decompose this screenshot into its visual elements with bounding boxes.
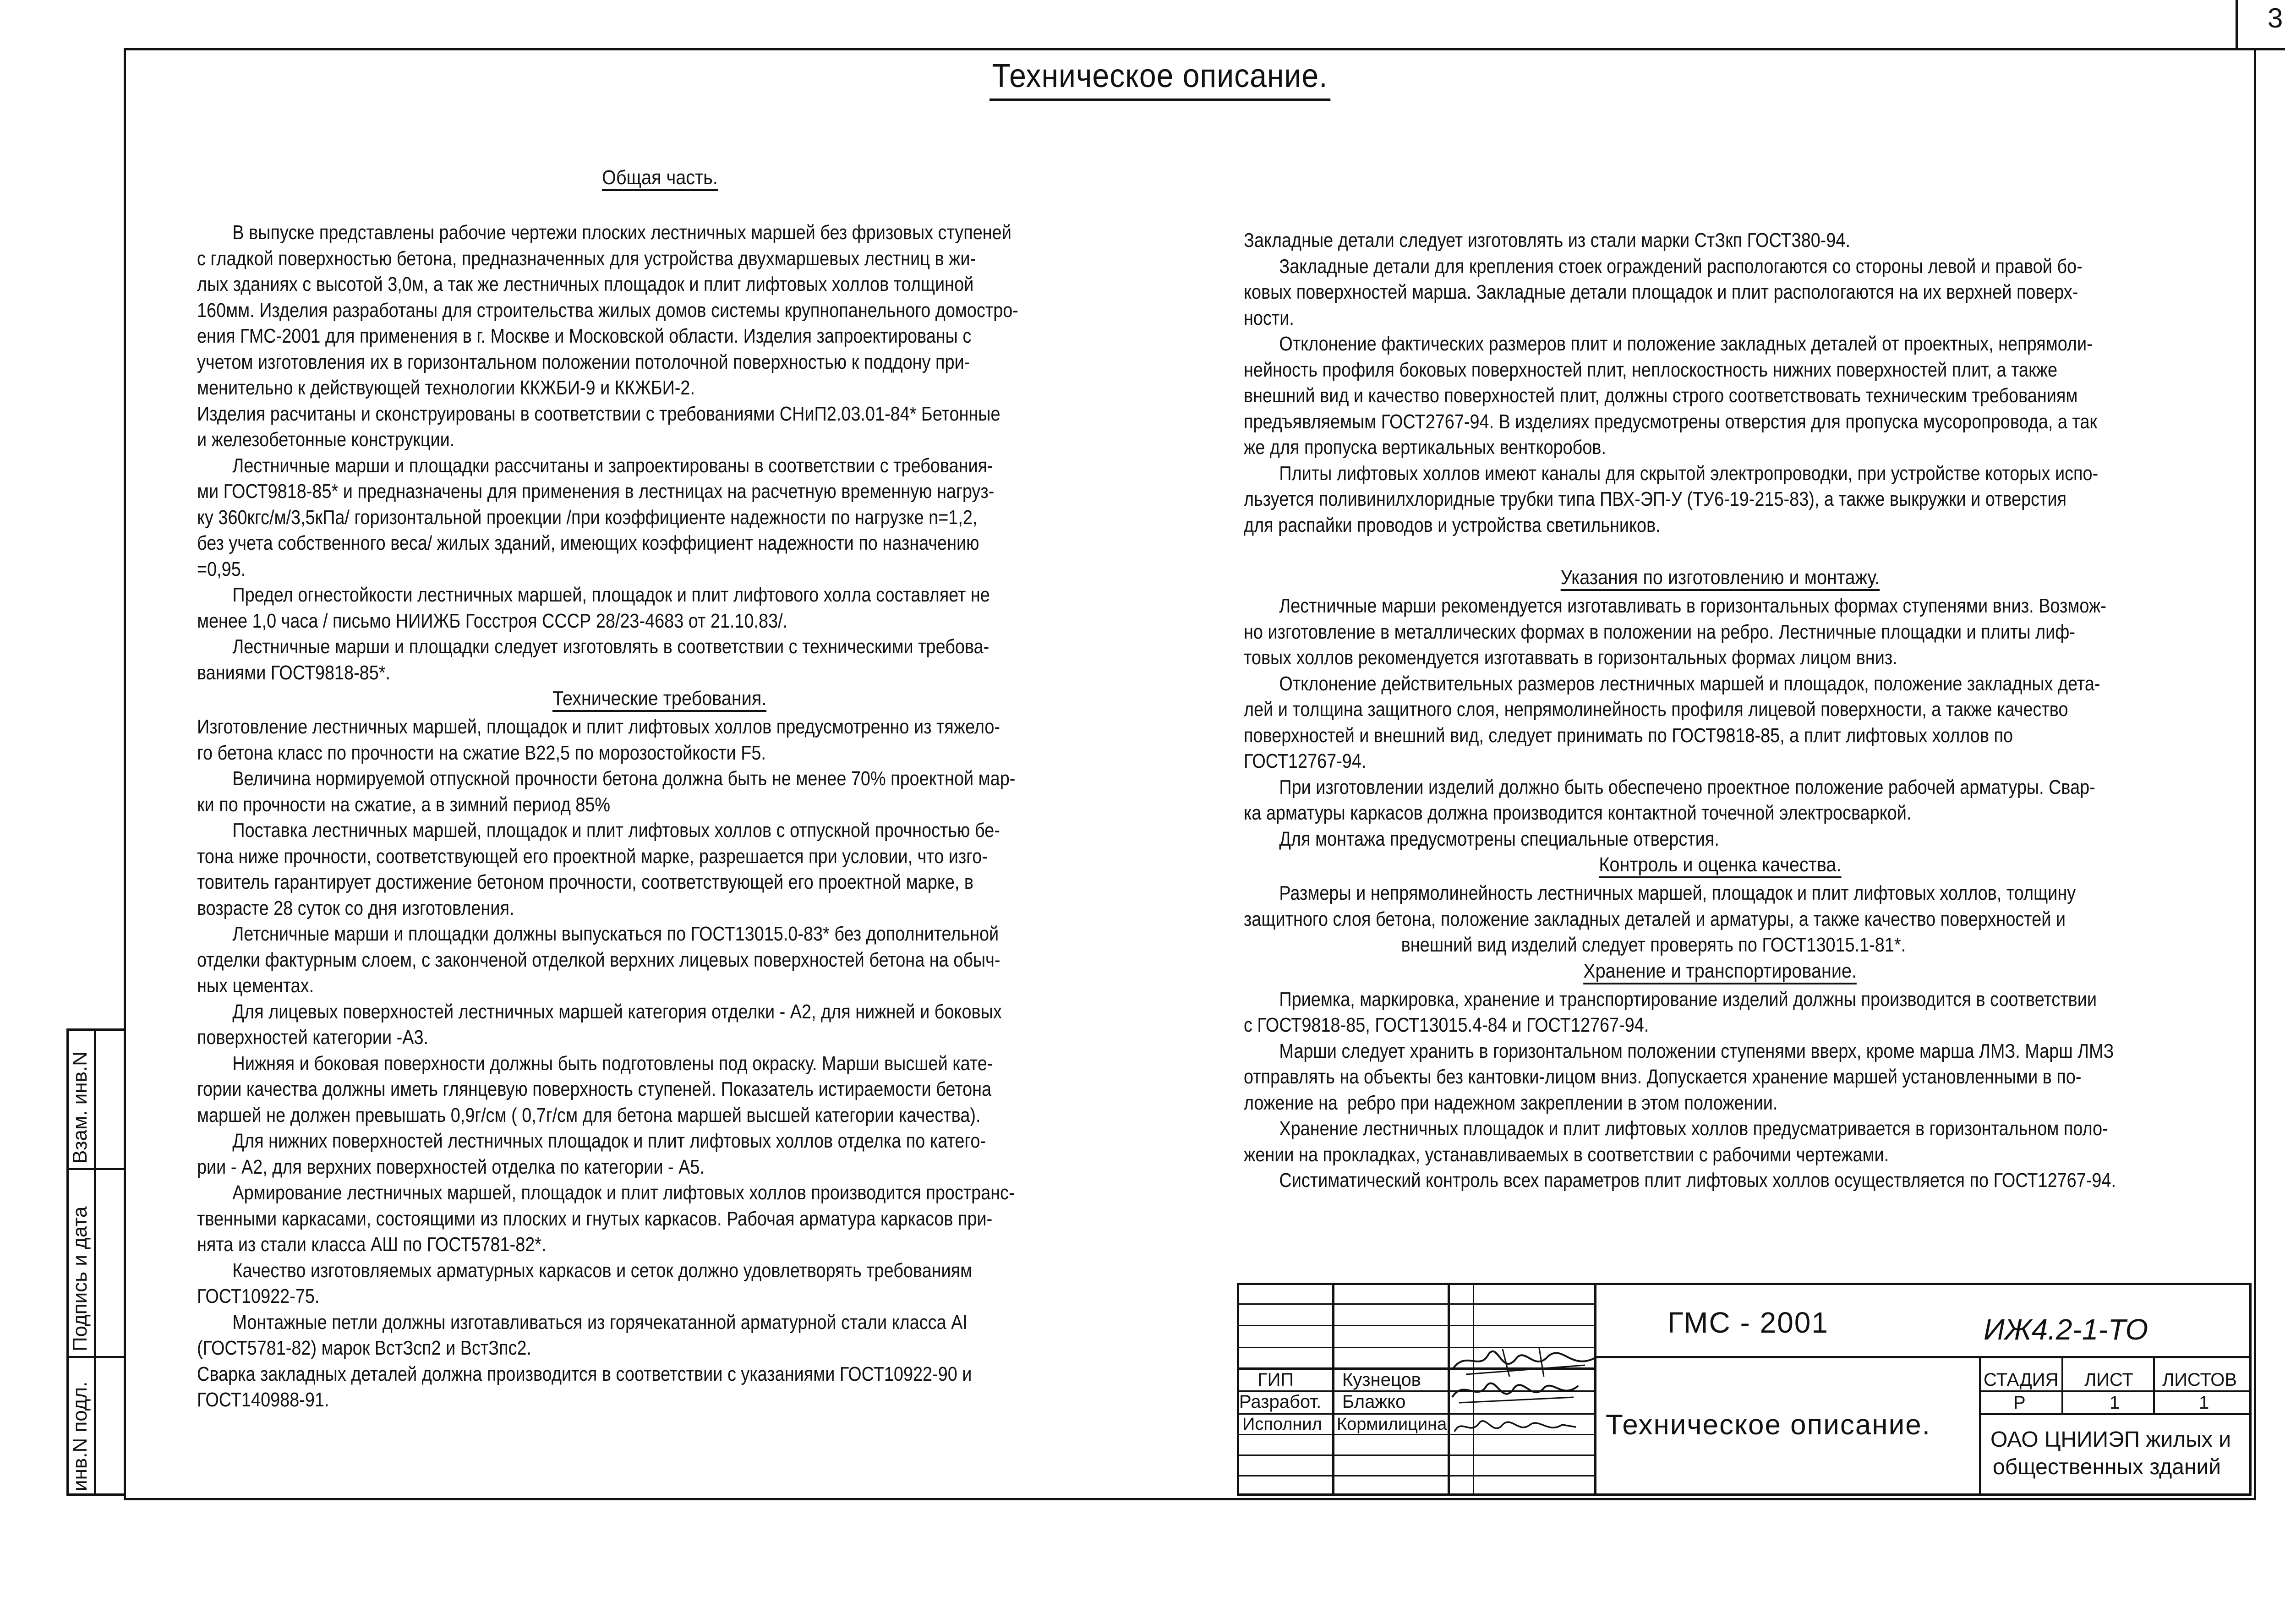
document-title: Техническое описание. bbox=[989, 57, 1330, 101]
text-line: Лестничные марши и площадки рассчитаны и запроектированы в соответствии с требования- bbox=[232, 454, 993, 477]
section-heading bbox=[197, 686, 1122, 714]
text-line: ка арматуры каркасов должна производится контактной точечной электросваркой. bbox=[1244, 802, 1912, 824]
signer-role-developer: Разработ. bbox=[1239, 1392, 1322, 1412]
stage-value: Р bbox=[2013, 1393, 2026, 1413]
signer-name-executor: Кормилицина bbox=[1337, 1415, 1447, 1434]
text-line: 160мм. Изделия разработаны для строительства жилых домов системы крупнопанельного домостро- bbox=[197, 299, 1018, 322]
section-heading-text: Хранение и транспортирование. bbox=[1584, 960, 1857, 984]
text-line: ных цементах. bbox=[197, 974, 314, 997]
project-name: ГМС - 2001 bbox=[1667, 1306, 1829, 1339]
text-line: В выпуске представлены рабочие чертежи плоских лестничных маршей без фризовых ступеней bbox=[232, 221, 1011, 244]
text-line: ку 360кгс/м/3,5кПа/ горизонтальной проекции /при коэффициенте надежности по нагрузке n=1,2, bbox=[197, 506, 978, 529]
text-line: го бетона класс по прочности на сжатие В22,5 по морозостойкости F5. bbox=[197, 741, 766, 764]
signer-name-developer: Блажко bbox=[1342, 1392, 1406, 1412]
text-line: Отклонение фактических размеров плит и положение закладных деталей от проектных, непрямоли- bbox=[1279, 333, 2093, 355]
text-line: внешний вид и качество поверхностей плит, должны строго соответствовать техническим требованиям bbox=[1244, 384, 2078, 407]
text-line: ГОСТ140988-91. bbox=[197, 1389, 329, 1411]
text-line: поверхностей и внешний вид, следует принимать по ГОСТ9818-85, а плит лифтовых холлов по bbox=[1244, 724, 2013, 747]
text-line: лей и толщина защитного слоя, непрямолинейность профиля лицевой поверхности, а также качество bbox=[1244, 698, 2068, 721]
text-line: Размеры и непрямолинейность лестничных маршей, площадок и плит лифтовых холлов, толщину bbox=[1279, 882, 2076, 904]
section-heading-text: Технические требования. bbox=[552, 687, 766, 712]
section-heading bbox=[1244, 565, 2197, 593]
margin-label-signature-date: Подпись и дата bbox=[69, 1206, 91, 1351]
left-text-column bbox=[197, 165, 1122, 1413]
text-line: с гладкой поверхностью бетона, предназначенных для устройства двухмаршевых лестниц в жи- bbox=[197, 247, 976, 270]
text-line: и железобетонные конструкции. bbox=[197, 428, 455, 451]
text-line: с ГОСТ9818-85, ГОСТ13015.4-84 и ГОСТ12767-94. bbox=[1244, 1014, 1649, 1036]
document-code: ИЖ4.2-1-ТО bbox=[1984, 1313, 2148, 1346]
text-line: Приемка, маркировка, хранение и транспортирование изделий должны производится в соответствии bbox=[1279, 988, 2097, 1011]
signature-kormilitsina bbox=[1452, 1413, 1580, 1441]
text-line: ки по прочности на сжатие, а в зимний период 85% bbox=[197, 793, 611, 816]
section-heading bbox=[197, 165, 1122, 193]
text-line: Хранение лестничных площадок и плит лифтовых холлов предусматривается в горизонтальном поло- bbox=[1279, 1117, 2108, 1140]
text-line: менительно к действующей технологии ККЖБИ-9 и ККЖБИ-2. bbox=[197, 377, 695, 399]
text-line: ения ГМС-2001 для применения в г. Москве и Московской области. Изделия запроектированы с bbox=[197, 325, 972, 347]
text-line: отделки фактурным слоем, с законченой отделкой верхних лицевых поверхностей бетона на обыч- bbox=[197, 948, 1000, 971]
text-line: защитного слоя бетона, положение закладных деталей и арматуры, а также качество поверхностей и bbox=[1244, 908, 2066, 930]
text-line: Нижняя и боковая поверхности должны быть подготовлены под окраску. Марши высшей кате- bbox=[232, 1052, 993, 1075]
section-heading bbox=[1244, 958, 2197, 987]
text-line: Закладные детали следует изготовлять из стали марки СтЗкп ГОСТ380-94. bbox=[1244, 229, 1850, 252]
signature-blazhko bbox=[1450, 1374, 1583, 1409]
text-line: Летсничные марши и площадки должны выпускаться по ГОСТ13015.0-83* без дополнительной bbox=[232, 923, 999, 945]
text-line: товитель гарантирует достижение бетоном прочности, соответствующей его проектной марке, в bbox=[197, 871, 974, 893]
text-line: Качество изготовляемых арматурных каркасов и сеток должно удовлетворять требованиям bbox=[232, 1259, 973, 1282]
text-line: Закладные детали для крепления стоек ограждений распологаются со стороны левой и правой бо- bbox=[1279, 255, 2083, 278]
text-line: ности. bbox=[1244, 306, 1294, 329]
text-line: нята из стали класса АШ по ГОСТ5781-82*. bbox=[197, 1233, 547, 1256]
text-line: Поставка лестничных маршей, площадок и плит лифтовых холлов с отпускной прочностью бе- bbox=[232, 819, 1000, 842]
paragraph-gap bbox=[1244, 538, 2197, 565]
text-line: Систиматический контроль всех параметров плит лифтовых холлов осуществляется по ГОСТ12767-94. bbox=[1279, 1169, 2116, 1192]
paragraph-gap bbox=[197, 193, 1122, 220]
signer-role-gip: ГИП bbox=[1257, 1370, 1294, 1390]
sheet-value: 1 bbox=[2110, 1393, 2120, 1413]
text-line: =0,95. bbox=[197, 558, 246, 580]
sheet-header: ЛИСТ bbox=[2084, 1370, 2133, 1390]
text-line: (ГОСТ5781-82) марок ВстЗсп2 и ВстЗпс2. bbox=[197, 1337, 532, 1359]
text-line: Предел огнестойкости лестничных маршей, площадок и плит лифтового холла составляет не bbox=[232, 584, 990, 606]
text-line: предъявляемым ГОСТ2767-94. В изделиях предусмотрены отверстия для пропуска мусоропровода, а так bbox=[1244, 410, 2097, 433]
text-line: Лестничные марши и площадки следует изготовлять в соответствии с техническими требова- bbox=[232, 635, 989, 658]
sheets-header: ЛИСТОВ bbox=[2162, 1370, 2237, 1390]
text-line: Для лицевых поверхностей лестничных маршей категория отделки - А2, для нижней и боковых bbox=[232, 1000, 1002, 1023]
text-line: маршей не должен превышать 0,9г/см ( 0,7г/см для бетона маршей высшей категории качества). bbox=[197, 1104, 981, 1126]
text-line: ми ГОСТ9818-85* и предназначены для применения в лестницах на расчетную временную нагруз- bbox=[197, 480, 995, 503]
text-line: ГОСТ10922-75. bbox=[197, 1285, 320, 1307]
right-text-column bbox=[1244, 228, 2197, 1194]
organization-line-1: ОАО ЦНИИЭП жилых и bbox=[1990, 1427, 2231, 1452]
text-line: гории качества должны иметь глянцевую поверхность ступеней. Показатель истираемости бетона bbox=[197, 1078, 992, 1100]
margin-label-inventory: инв.N подл. bbox=[69, 1381, 91, 1491]
organization-line-2: общественных зданий bbox=[1993, 1455, 2221, 1479]
text-line: учетом изготовления их в горизонтальном положении потолочной поверхностью к поддону при- bbox=[197, 350, 970, 373]
text-line: Монтажные петли должны изготавливаться из горячекатанной арматурной стали класса AI bbox=[232, 1311, 968, 1334]
signer-role-executor: Исполнил bbox=[1242, 1415, 1322, 1434]
text-line: товых холлов рекомендуется изготаввать в горизонтальных формах лицом вниз. bbox=[1244, 646, 1897, 669]
text-line: льзуется поливинилхлоридные трубки типа ПВХ-ЭП-У (ТУ6-19-215-83), а также выкружки и отверстия bbox=[1244, 488, 2067, 510]
text-line: Изделия расчитаны и сконструированы в соответствии с требованиями СНиП2.03.01-84* Бетонные bbox=[197, 402, 1000, 425]
text-line: но изготовление в металлических формах в положении на ребро. Лестничные площадки и плиты лиф- bbox=[1244, 620, 2075, 643]
text-line: Для монтажа предусмотрены специальные отверстия. bbox=[1279, 827, 1719, 850]
section-heading bbox=[1244, 852, 2197, 880]
stage-header: СТАДИЯ bbox=[1984, 1370, 2059, 1390]
text-line: ковых поверхностей марша. Закладные детали площадок и плит распологаются на их верхней поверх- bbox=[1244, 281, 2078, 303]
title-block-doc-name: Техническое описание. bbox=[1606, 1409, 1931, 1441]
text-line: без учета собственного веса/ жилых зданий, имеющих коэффициент надежности по назначению bbox=[197, 532, 979, 554]
text-line: Отклонение действительных размеров лестничных маршей и площадок, положение закладных дета- bbox=[1279, 672, 2100, 695]
text-line: менее 1,0 часа / письмо НИИЖБ Госстроя СССР 28/23-4683 от 21.10.83/. bbox=[197, 609, 788, 632]
text-line: Марши следует хранить в горизонтальном положении ступенями вверх, кроме марша ЛМЗ. Марш ЛМЗ bbox=[1279, 1039, 2114, 1062]
text-line: тона ниже прочности, соответствующей его проектной марке, разрешается при условии, что изго- bbox=[197, 845, 988, 868]
sheets-value: 1 bbox=[2199, 1393, 2209, 1413]
signer-name-gip: Кузнецов bbox=[1342, 1370, 1421, 1390]
text-line: рии - А2, для верхних поверхностей отделка по категории - А5. bbox=[197, 1155, 705, 1178]
text-line: Для нижних поверхностей лестничных площадок и плит лифтовых холлов отделка по катего- bbox=[232, 1130, 986, 1152]
text-line: отправлять на объекты без кантовки-лицом вниз. Допускается хранение маршей установленными в по- bbox=[1244, 1066, 2082, 1088]
text-line: Плиты лифтовых холлов имеют каналы для скрытой электропроводки, при устройстве которых испо- bbox=[1279, 462, 2099, 485]
text-line: возрасте 28 суток со дня изготовления. bbox=[197, 897, 514, 919]
text-line: поверхностей категории -А3. bbox=[197, 1026, 429, 1049]
text-line: жении на прокладках, устанавливаемых в соответствии с рабочими чертежами. bbox=[1244, 1143, 1889, 1166]
margin-label-replacement: Взам. инв.N bbox=[69, 1051, 91, 1164]
section-heading-text: Общая часть. bbox=[602, 166, 718, 191]
text-line: для распайки проводов и устройства светильников. bbox=[1244, 514, 1661, 536]
text-line: же для пропуска вертикальных венткоробов. bbox=[1244, 436, 1607, 459]
text-line: ваниями ГОСТ9818-85*. bbox=[197, 661, 391, 684]
text-line: Сварка закладных деталей должна производится в соответствии с указаниями ГОСТ10922-90 и bbox=[197, 1362, 972, 1385]
text-line: Армирование лестничных маршей, площадок и плит лифтовых холлов производится пространс- bbox=[232, 1181, 1015, 1204]
text-line: твенными каркасами, состоящими из плоских и гнутых каркасов. Рабочая арматура каркасов при- bbox=[197, 1207, 993, 1230]
section-heading-text: Указания по изготовлению и монтажу. bbox=[1561, 566, 1880, 591]
text-line: нейность профиля боковых поверхностей плит, неплоскостность нижних поверхностей плит, а также bbox=[1244, 358, 2058, 381]
text-line: Изготовление лестничных маршей, площадок и плит лифтовых холлов предусмотренно из тяжело- bbox=[197, 716, 1000, 738]
section-heading-text: Контроль и оценка качества. bbox=[1599, 853, 1841, 878]
text-line: Величина нормируемой отпускной прочности бетона должна быть не менее 70% проектной мар- bbox=[232, 767, 1016, 790]
text-line: внешний вид изделий следует проверять по ГОСТ13015.1-81*. bbox=[1401, 934, 1906, 956]
text-line: лых зданиях с высотой 3,0м, а так же лестничных площадок и плит лифтовых холлов толщиной bbox=[197, 273, 974, 295]
text-line: Лестничные марши рекомендуется изготавливать в горизонтальных формах ступенями вниз. Возмож- bbox=[1279, 595, 2106, 617]
text-line: ГОСТ12767-94. bbox=[1244, 750, 1367, 772]
page-corner-number: 3 bbox=[2268, 3, 2283, 33]
text-line: ложение на ребро при надежном закреплении в этом положении. bbox=[1244, 1091, 1778, 1114]
text-line: При изготовлении изделий должно быть обеспечено проектное положение рабочей арматуры. Свар- bbox=[1279, 776, 2095, 798]
